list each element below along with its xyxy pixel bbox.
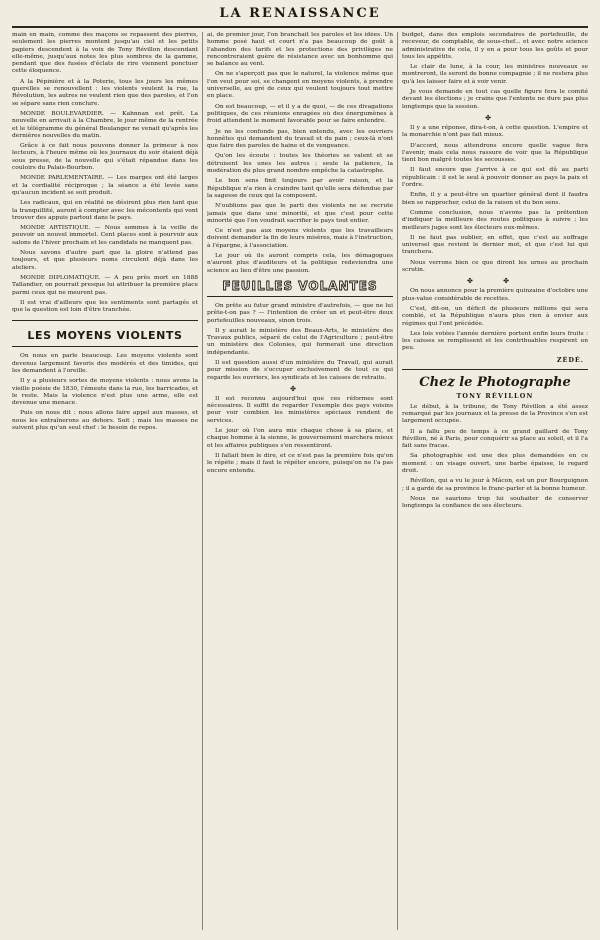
masthead	[12, 4, 588, 28]
paragraph: Il est question aussi d'un ministère du Travail, qui aurait pour mission de s'occuper exclusivement de tout ce qui regarde les ouvriers, les syndicats et les caisses de retraite.	[207, 359, 393, 381]
section-title: LES MOYENS VIOLENTS	[27, 329, 183, 343]
paragraph: Il est reconnu aujourd'hui que ces réformes sont nécessaires. Il suffit de regarder l'exemple des pays voisins pour voir combien les ministères spéciaux rendent de services.	[207, 395, 393, 424]
paragraph: Le bon sens finit toujours par avoir raison, et la République n'a rien à craindre tant qu'elle sera défendue par la sagesse de ceux qui la composent.	[207, 178, 393, 199]
section-title: FEUILLES VOLANTES	[222, 278, 378, 293]
paragraph: Le clair de lune, à la cour, les ministres nouveaux se montreront, ils seront de bonne compagnie ; il ne restera plus qu'à les laisser faire et à voir venir.	[402, 64, 588, 85]
paragraph: MONDE PARLEMENTAIRE. — Les marges ont été larges et la cordialité réciproque ; la séance a été levée sans qu'aucun incident se soit produit.	[12, 175, 198, 196]
paragraph: Le jour où l'on aura mis chaque chose à sa place, et chaque homme à la sienne, le gouvernement marchera mieux et les affaires publiques s'en ressentiront.	[207, 428, 393, 449]
paragraph: Il ne faut pas oublier, en effet, que c'est au suffrage universel que revient le dernier mot, et que c'est lui qui tranchera.	[402, 234, 588, 256]
paragraph: On nous en parle beaucoup. Les moyens violents sont devenus largement favoris des modérés et des timides, qui les demandent à l'oreille.	[12, 353, 198, 374]
section-header-feuilles-volantes	[207, 279, 393, 297]
paragraph: Le jour où ils auront compris cela, les démagogues n'auront plus d'auditeurs et la politique redeviendra une science au lieu d'être une passion.	[207, 253, 393, 274]
paragraph: Il y a plusieurs sortes de moyens violents : nous avons la vieille poésie de 1830, l'émeute dans la rue, les barricades, et le reste. Mais la violence n'est plus une arme, elle est devenue une menace.	[12, 378, 198, 407]
ornament: ✤	[290, 384, 310, 393]
paragraph: On ne s'aperçoit pas que le naturel, la violence même que l'on veut pour soi, se changent en moyens violents, à prendre universelle, au gré de ceux qui veulent toujours tout mettre en place.	[207, 71, 393, 100]
paragraph: Nous ne saurions trop lui souhaiter de conserver longtemps la confiance de ses électeurs.	[402, 495, 588, 510]
column-rule	[397, 32, 398, 930]
masthead-title: LA RENAISSANCE	[219, 6, 381, 21]
paragraph: Enfin, il y a peut-être un quartier général dont il faudra bien se rapprocher, celui de la raison et du bon sens.	[402, 192, 588, 206]
column-1	[12, 32, 198, 932]
paragraph: Il y aurait le ministère des Beaux-Arts, le ministère des Travaux publics, séparé de celui de l'Agriculture ; peut-être un ministère des Colonies, qui formerait une direction indépendante.	[207, 327, 393, 356]
signature-zede: ZÉDÉ.	[556, 355, 584, 364]
column-rule	[202, 32, 203, 930]
paragraph: C'est, dit-on, un déficit de plusieurs millions qui sera comblé, et la République n'aura plus rien à envier aux régimes qui l'ont précédée.	[402, 305, 588, 327]
divider	[402, 369, 588, 370]
paragraph: Puis on nous dit : nous allons faire appel aux masses, et nous les entraînerons au dehors. Soit ; mais les masses ne suivent plus qu'un seul chef : le besoin de repos.	[12, 410, 198, 432]
paragraph: Il fallait bien le dire, et ce n'est pas la première fois qu'on le répète ; mais il faut le répéter encore, puisqu'on ne l'a pas encore entendu.	[207, 452, 393, 474]
paragraph: Les radicaux, qui en réalité ne désirent plus rien tant que la tranquillité, auront à compter avec les mécontents qui vont trouver des appuis partout dans le pays.	[12, 200, 198, 221]
paragraph: ai, de premier jour, l'on branchait les paroles et les idées. Un homme posé haut et court n'a pas beaucoup de goût à l'abandon des tarifs et les protections des privilèges ne rencontreraient guère de résistance avec un bonhomme qui se balance au vent.	[207, 32, 393, 68]
paragraph: Nous savons d'autre part que la gloire n'attend pas toujours, et que plusieurs noms circulent déjà dans les ateliers.	[12, 250, 198, 271]
paragraph: On nous annonce pour la première quinzaine d'octobre une plus-value considérable de recettes.	[402, 288, 588, 302]
paragraph: Il a fallu peu de temps à ce grand gaillard de Tony Révillon, né à Paris, pour conquérir sa place au soleil, et il l'a fait sans fracas.	[402, 428, 588, 450]
paragraph: main en main, comme des maçons se repassent des pierres, seulement les pierres montent jusqu'au ciel et les petits papiers descendent à la voix de Tony Révillon descendant elle-même, jusqu'aux notes les plus sombres de la gamme, pendant que des fusées d'éclats de rire viennent ponctuer cette éloquence.	[12, 32, 198, 75]
paragraph: Je ne les confonds pas, bien entendu, avec les ouvriers honnêtes qui demandent du travail et du pain ; ceux-là n'ont que faire des paroles de haine et de vengeance.	[207, 128, 393, 150]
paragraph: MONDE BOULEVARDIER. — Kahnnan est prêt. La nouvelle en arrivait à la Chambre, le jour même de la rentrée et le télégramme du général Boulanger ne venait qu'après les dernières nouvelles du matin.	[12, 110, 198, 139]
section-title-photographe: Chez le Photographe	[419, 374, 571, 390]
paragraph: Il faut encore que j'arrive à ce qui est dû au parti républicain : il est le seul à pouvoir donner au pays la paix et l'ordre.	[402, 167, 588, 189]
paragraph: On prête au futur grand ministre d'autrefois, — que ne lui prête-t-on pas ? — l'intention de créer un et peut-être deux portefeuilles nouveaux, sinon trois.	[207, 302, 393, 324]
paragraph: Comme conclusion, nous n'avons pas la prétention d'indiquer la meilleure des routes politiques à suivre ; les meilleurs juges sont les électeurs eux-mêmes.	[402, 209, 588, 231]
paragraph: Révillon, qui a vu le jour à Mâcon, est un pur Bourguignon ; il a gardé de sa province le franc-parler et la bonne humeur.	[402, 478, 588, 492]
paragraph: D'accord, nous attendrons encore quelle vague fera l'avenir, mais cela nous rassure de voir que la République tient bon malgré toutes les secousses.	[402, 142, 588, 164]
paragraph: A la Pépinière et à la Poterie, tous les jours les mêmes querelles se renouvellent : les violents veulent la rue, la Révolution, les autres ne veulent rien que des paroles, et l'on se sépare sans rien conclure.	[12, 78, 198, 107]
subhead-tony-revillon: TONY RÉVILLON	[456, 391, 534, 400]
ornament: ✤	[485, 113, 505, 122]
paragraph: Ce n'est pas aux moyens violents que les travailleurs doivent demander la fin de leurs misères, mais à l'instruction, à l'épargne, à l'association.	[207, 228, 393, 249]
section-header-moyens-violents	[12, 320, 198, 347]
paragraph: N'oublions pas que le parti des violents ne se recrute jamais que dans une minorité, et que c'est pour cette minorité que l'on voudrait sacrifier le pays tout entier.	[207, 203, 393, 224]
paragraph: Nous verrons bien ce que diront les urnes au prochain scrutin.	[402, 259, 588, 274]
paragraph: Qu'on les écoute : toutes les théories se valent et se détruisent les unes les autres ; seule la patience, la modération du plus grand nombre empêche la catastrophe.	[207, 153, 393, 175]
paragraph: Il y a une réponse, dira-t-on, à cette question. L'empire et la monarchie n'ont pas fait mieux.	[402, 124, 588, 139]
paragraph: Grâce à ce fait nous pouvons donner la primeur à nos lecteurs, à l'heure même où les journaux du soir étaient déjà sous presse, de la nouvelle qui s'était répandue dans les couloirs du Palais-Bourbon.	[12, 143, 198, 172]
paragraph: Je vous demande en tout cas quelle figure fera le comité devant les élections ; je crains que l'entente ne dure pas plus longtemps que la session.	[402, 89, 588, 110]
paragraph: budget, dans des emplois secondaires de portefeuille, de receveur, de comptable, de sous-chef... et avec notre science administrative de cela, il y en a pour tous les goûts et pour tous les appétits.	[402, 32, 588, 60]
ornament-separator: ✤ ✤	[467, 277, 523, 286]
paragraph: Sa photographie est une des plus demandées en ce moment : un visage ouvert, une barbe épaisse, le regard droit.	[402, 453, 588, 475]
paragraph: Il est vrai d'ailleurs que les sentiments sont partagés et que la question est loin d'être tranchée.	[12, 299, 198, 314]
paragraph: MONDE DIPLOMATIQUE. — A peu près mort en 1888 Tallandier, on pourrait presque lui attribuer la première place parmi ceux qui ne meurent pas.	[12, 274, 198, 296]
paragraph: On est beaucoup, — et il y a de quoi, — de ces divagations politiques, de ces réunions enragées où des énergumènes à froid attendent le moment favorable pour se faire entendre.	[207, 103, 393, 125]
column-2	[207, 32, 393, 932]
paragraph: Le début, à la tribune, de Tony Révillon a été assez remarqué par les journaux et la presse de la Province s'en est largement occupée.	[402, 403, 588, 425]
paragraph: MONDE ARTISTIQUE. — Nous sommes à la veille de pouvoir un nouvel immortel. Cent places sont à pourvoir aux salons de l'hiver prochain et les candidats ne manquent pas.	[12, 225, 198, 246]
column-3	[402, 32, 588, 932]
paragraph: Les lois votées l'année dernière portent enfin leurs fruits : les caisses se remplissent et les contribuables respirent un peu.	[402, 330, 588, 352]
